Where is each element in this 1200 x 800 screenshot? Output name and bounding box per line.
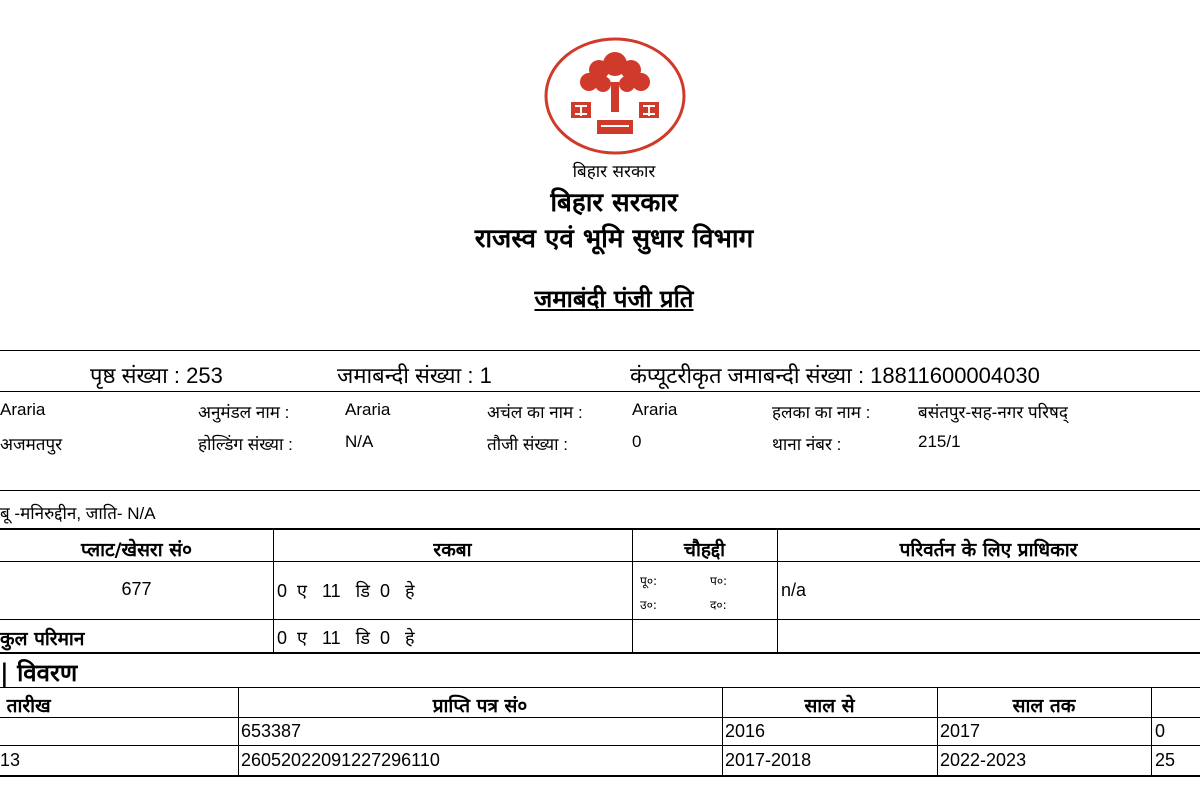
date-header: तारीख bbox=[6, 695, 51, 717]
table-border bbox=[0, 652, 1200, 654]
page-number: पृष्ठ संख्या : 253 bbox=[90, 363, 223, 388]
chauhaddi-header: चौहद्दी bbox=[683, 539, 726, 561]
total-area-cell: 0 ए 11 डि 0 हे bbox=[277, 628, 415, 648]
table-border bbox=[0, 775, 1200, 777]
jamabandi-number: जमाबन्दी संख्या : 1 bbox=[337, 363, 492, 388]
table-border bbox=[0, 687, 1200, 688]
subdivision-value: Araria bbox=[345, 400, 391, 419]
authority-header: परिवर्तन के लिए प्राधिकार bbox=[899, 539, 1078, 561]
table-border bbox=[0, 619, 1200, 620]
total-label: कुल परिमान bbox=[0, 628, 85, 650]
chauhaddi-south: द०: bbox=[710, 598, 727, 612]
table-cell-amount: 25 bbox=[1155, 750, 1176, 770]
halka-value: बसंतपुर-सह-नगर परिषद् bbox=[918, 403, 1068, 422]
table-border bbox=[0, 745, 1200, 746]
plot-number-cell: 677 bbox=[121, 579, 152, 599]
table-border bbox=[1151, 687, 1152, 775]
owner-line: बू -मनिरुद्दीन, जाति- N/A bbox=[0, 504, 156, 523]
bihar-emblem-icon bbox=[543, 36, 687, 156]
chauhaddi-west: प०: bbox=[710, 574, 728, 588]
department-title: राजस्व एवं भूमि सुधार विभाग bbox=[474, 224, 754, 254]
thana-value: 215/1 bbox=[918, 432, 961, 451]
halka-label: हलका का नाम : bbox=[772, 403, 871, 422]
authority-cell: n/a bbox=[781, 580, 807, 600]
divider bbox=[0, 391, 1200, 392]
divider bbox=[0, 350, 1200, 351]
area-header: रकबा bbox=[433, 539, 472, 561]
chauhaddi-east: पू०: bbox=[640, 574, 658, 588]
table-cell-year-from: 2016 bbox=[725, 721, 766, 741]
section-title-text: विवरण bbox=[17, 658, 78, 687]
subdivision-label: अनुमंडल नाम : bbox=[198, 403, 290, 422]
table-cell-date: 13 bbox=[0, 750, 21, 770]
district-value: Araria bbox=[0, 400, 46, 419]
table-border bbox=[0, 528, 1200, 530]
plot-header: प्लाट/खेसरा सं० bbox=[81, 539, 192, 561]
table-cell-receipt: 653387 bbox=[241, 721, 302, 741]
thana-label: थाना नंबर : bbox=[772, 435, 842, 454]
tauzi-label: तौजी संख्या : bbox=[487, 435, 568, 454]
table-cell-year-to: 2017 bbox=[940, 721, 981, 741]
holding-value: N/A bbox=[345, 432, 374, 451]
table-cell-year-from: 2017-2018 bbox=[725, 750, 812, 770]
area-cell: 0 ए 11 डि 0 हे bbox=[277, 581, 415, 601]
tauzi-value: 0 bbox=[632, 432, 642, 451]
receipt-header: प्राप्ति पत्र सं० bbox=[432, 695, 528, 717]
section-title: | विवरण bbox=[0, 658, 78, 687]
table-cell-amount: 0 bbox=[1155, 721, 1166, 741]
circle-value: Araria bbox=[632, 400, 678, 419]
table-cell-year-to: 2022-2023 bbox=[940, 750, 1027, 770]
circle-label: अचंल का नाम : bbox=[487, 403, 583, 422]
holding-label: होल्डिंग संख्या : bbox=[198, 435, 293, 454]
divider bbox=[0, 490, 1200, 491]
government-title: बिहार सरकार bbox=[550, 188, 678, 218]
table-cell-receipt: 2605202209122729611​0 bbox=[241, 750, 440, 770]
year-to-header: साल तक bbox=[1012, 695, 1076, 717]
village-value: अजमतपुर bbox=[0, 435, 63, 454]
document-title: जमाबंदी पंजी प्रति bbox=[534, 284, 694, 313]
year-from-header: साल से bbox=[804, 695, 855, 717]
emblem-caption: बिहार सरकार bbox=[572, 162, 656, 182]
chauhaddi-north: उ०: bbox=[640, 598, 657, 612]
computerized-jamabandi-number: कंप्यूटरीकृत जमाबन्दी संख्या : 18811600004030 bbox=[630, 363, 1040, 388]
